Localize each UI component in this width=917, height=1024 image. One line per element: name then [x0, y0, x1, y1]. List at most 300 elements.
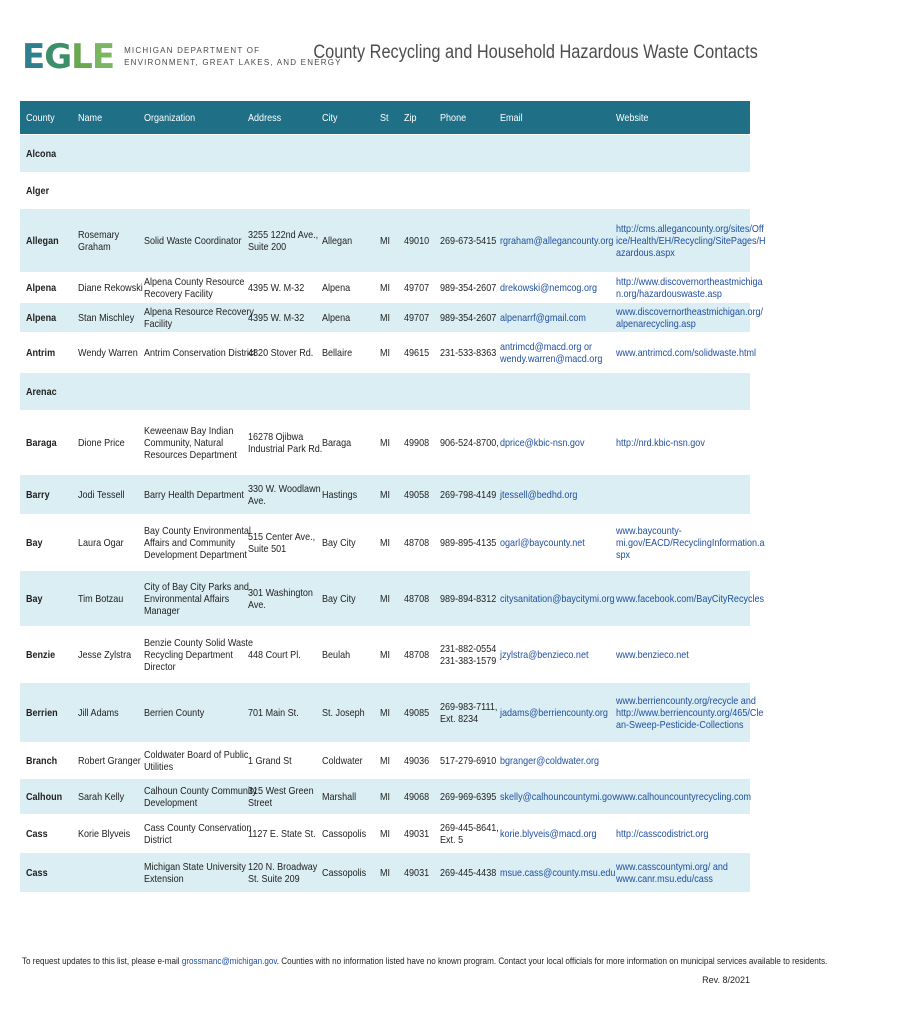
- cell-state: [380, 173, 398, 208]
- cell-zip: [404, 209, 438, 272]
- organization-text: Facility: [144, 317, 173, 330]
- cell-state: [380, 209, 398, 272]
- cell-website: [616, 571, 765, 626]
- address-text: 3255 122nd Ave.,: [248, 228, 319, 241]
- cell-phone: [440, 273, 500, 302]
- cell-phone: [440, 853, 500, 892]
- cell-county: [26, 303, 80, 332]
- cell-email: [500, 333, 618, 372]
- cell-county: [26, 743, 80, 778]
- website-text[interactable]: n.org/hazardouswaste.asp: [616, 287, 722, 300]
- website-text[interactable]: http://cms.allegancounty.org/sites/Off: [616, 222, 764, 235]
- cell-state: [380, 373, 398, 410]
- address-text: St. Suite 209: [248, 872, 300, 885]
- city-text: Beulah: [322, 648, 351, 661]
- state-text: MI: [380, 866, 391, 879]
- city-text: Marshall: [322, 790, 357, 803]
- name-text: Jesse Zylstra: [78, 648, 132, 661]
- cell-zip: [404, 303, 438, 332]
- cell-city: [322, 515, 380, 570]
- organization-text: Development: [144, 796, 198, 809]
- organization-text: Resources Department: [144, 448, 237, 461]
- zip-text: 49615: [404, 346, 430, 359]
- cell-city: [322, 815, 380, 852]
- website-text[interactable]: an-Sweep-Pesticide-Collections: [616, 718, 744, 731]
- footer-note-prefix: To request updates to this list, please e-mail: [22, 956, 182, 966]
- cell-city: [322, 853, 380, 892]
- footer-email-link[interactable]: grossmanc@michigan.gov: [181, 956, 277, 966]
- zip-text: 49058: [404, 488, 430, 501]
- email-text[interactable]: wendy.warren@macd.org: [500, 352, 603, 365]
- cell-zip: [404, 683, 438, 742]
- cell-website: [616, 209, 766, 272]
- cell-organization: [144, 627, 254, 682]
- address-text: 120 N. Broadway: [248, 860, 318, 873]
- cell-state: [380, 273, 398, 302]
- cell-zip: [404, 173, 438, 208]
- cell-phone: [440, 627, 500, 682]
- cell-zip: [404, 571, 438, 626]
- cell-phone: [440, 135, 500, 172]
- zip-text: 49036: [404, 754, 430, 767]
- cell-website: [616, 303, 764, 332]
- cell-address: [248, 411, 323, 474]
- website-text[interactable]: ice/Health/EH/Recycling/SitePages/H: [616, 234, 766, 247]
- state-text: MI: [380, 754, 391, 767]
- city-text: Cassopolis: [322, 866, 367, 879]
- name-text: Jodi Tessell: [78, 488, 125, 501]
- address-text: Industrial Park Rd.: [248, 442, 323, 455]
- cell-website: [616, 333, 757, 372]
- table-row: [20, 475, 750, 515]
- cell-phone: [440, 303, 500, 332]
- cell-phone: [440, 373, 500, 410]
- city-text: St. Joseph: [322, 706, 365, 719]
- cell-zip: [404, 475, 438, 514]
- cell-county: [26, 571, 80, 626]
- cell-county: [26, 273, 80, 302]
- email-text[interactable]: jadams@berriencounty.org: [500, 706, 608, 719]
- organization-text: Alpena County Resource: [144, 275, 245, 288]
- name-text: Stan Mischley: [78, 311, 135, 324]
- county-text: Cass: [26, 827, 48, 840]
- cell-phone: [440, 815, 500, 852]
- address-text: 315 West Green: [248, 784, 314, 797]
- cell-zip: [404, 373, 438, 410]
- cell-city: [322, 411, 380, 474]
- cell-state: [380, 853, 398, 892]
- cell-organization: [144, 135, 250, 172]
- table-row: [20, 303, 764, 333]
- city-text: Baraga: [322, 436, 352, 449]
- state-text: MI: [380, 281, 391, 294]
- cell-county: [26, 373, 80, 410]
- cell-county: [26, 815, 80, 852]
- cell-email: [500, 273, 618, 302]
- cell-email: [500, 515, 618, 570]
- phone-text: 989-894-8312: [440, 592, 497, 605]
- department-line-1: MICHIGAN DEPARTMENT OF: [124, 46, 261, 55]
- address-text: 4395 W. M-32: [248, 281, 305, 294]
- city-text: Allegan: [322, 234, 353, 247]
- phone-text: 989-354-2607: [440, 311, 497, 324]
- table-row: [20, 273, 763, 303]
- county-text: Allegan: [26, 234, 59, 247]
- phone-text: 989-354-2607: [440, 281, 497, 294]
- email-text[interactable]: jzylstra@benzieco.net: [500, 648, 589, 661]
- cell-state: [380, 515, 398, 570]
- table-row: [20, 135, 750, 173]
- cell-address: [248, 373, 320, 410]
- cell-email: [500, 373, 618, 410]
- cell-name: [78, 683, 144, 742]
- cell-address: [248, 515, 320, 570]
- cell-zip: [404, 815, 438, 852]
- cell-state: [380, 475, 398, 514]
- cell-organization: [144, 515, 250, 570]
- city-text: Hastings: [322, 488, 358, 501]
- state-text: MI: [380, 436, 391, 449]
- organization-text: Antrim Conservation District: [144, 346, 256, 359]
- address-text: 701 Main St.: [248, 706, 299, 719]
- table-row: [20, 627, 750, 683]
- email-text[interactable]: korie.blyveis@macd.org: [500, 827, 597, 840]
- table-row: [20, 853, 750, 893]
- city-text: Bay City: [322, 536, 356, 549]
- cell-address: [248, 627, 320, 682]
- organization-text: Community, Natural: [144, 436, 224, 449]
- cell-zip: [404, 853, 438, 892]
- cell-website: [616, 815, 750, 852]
- state-text: MI: [380, 790, 391, 803]
- address-text: 4395 W. M-32: [248, 311, 305, 324]
- organization-text: Affairs and Community: [144, 536, 236, 549]
- state-text: MI: [380, 488, 391, 501]
- cell-state: [380, 135, 398, 172]
- website-text[interactable]: http://www.discovernortheastmichiga: [616, 275, 763, 288]
- organization-text: Solid Waste Coordinator: [144, 234, 242, 247]
- email-text[interactable]: msue.cass@county.msu.edu: [500, 866, 616, 879]
- address-text: 301 Washington: [248, 586, 313, 599]
- table-row: [20, 411, 750, 475]
- zip-text: 49010: [404, 234, 430, 247]
- cell-address: [248, 273, 320, 302]
- cell-county: [26, 683, 80, 742]
- organization-text: Environmental Affairs: [144, 592, 230, 605]
- footer-note: [22, 956, 828, 966]
- cell-organization: [144, 273, 250, 302]
- name-text: Robert Granger: [78, 754, 141, 767]
- cell-organization: [144, 815, 250, 852]
- cell-city: [322, 571, 380, 626]
- cell-organization: [144, 173, 250, 208]
- organization-text: Extension: [144, 872, 184, 885]
- email-text[interactable]: skelly@calhouncountymi.gov: [500, 790, 617, 803]
- cell-zip: [404, 627, 438, 682]
- county-text: Alcona: [26, 147, 57, 160]
- cell-name: [78, 515, 144, 570]
- state-text: MI: [380, 536, 391, 549]
- cell-name: [78, 815, 144, 852]
- cell-organization: [144, 209, 250, 272]
- address-text: Street: [248, 796, 273, 809]
- city-text: Alpena: [322, 281, 351, 294]
- zip-text: 49031: [404, 827, 430, 840]
- cell-name: [78, 743, 144, 778]
- cell-website: [616, 515, 765, 570]
- cell-phone: [440, 411, 500, 474]
- cell-website: [616, 135, 750, 172]
- cell-state: [380, 815, 398, 852]
- name-text: Diane Rekowski: [78, 281, 143, 294]
- organization-text: Calhoun County Community: [144, 784, 257, 797]
- state-text: MI: [380, 346, 391, 359]
- cell-county: [26, 853, 80, 892]
- cell-city: [322, 173, 380, 208]
- organization-text: Berrien County: [144, 706, 205, 719]
- organization-text: Keweenaw Bay Indian: [144, 424, 234, 437]
- cell-website: [616, 683, 764, 742]
- phone-text: Ext. 5: [440, 833, 464, 846]
- website-text[interactable]: www.canr.msu.edu/cass: [616, 872, 713, 885]
- cell-email: [500, 411, 618, 474]
- cell-address: [248, 571, 320, 626]
- table-header-row: [20, 101, 750, 135]
- cell-organization: [144, 779, 257, 814]
- table-body: [20, 135, 766, 893]
- website-text[interactable]: http://casscodistrict.org: [616, 827, 709, 840]
- cell-email: [500, 853, 618, 892]
- cell-address: [248, 815, 320, 852]
- cell-zip: [404, 779, 438, 814]
- phone-text: 231-533-8363: [440, 346, 497, 359]
- website-text[interactable]: http://www.berriencounty.org/465/Cle: [616, 706, 764, 719]
- cell-city: [322, 333, 380, 372]
- cell-name: [78, 373, 144, 410]
- name-text: Rosemary: [78, 228, 120, 241]
- county-text: Branch: [26, 754, 58, 767]
- website-text[interactable]: www.discovernortheastmichigan.org/: [616, 305, 764, 318]
- cell-city: [322, 683, 380, 742]
- table-row: [20, 815, 750, 853]
- cell-organization: [144, 333, 256, 372]
- county-text: Bay: [26, 536, 43, 549]
- cell-organization: [144, 411, 250, 474]
- cell-name: [78, 853, 144, 892]
- cell-zip: [404, 743, 438, 778]
- cell-phone: [440, 779, 500, 814]
- email-text[interactable]: ogarl@baycounty.net: [500, 536, 585, 549]
- organization-text: District: [144, 833, 172, 846]
- cell-city: [322, 303, 380, 332]
- cell-organization: [144, 743, 250, 778]
- email-text[interactable]: drekowski@nemcog.org: [500, 281, 598, 294]
- state-text: MI: [380, 592, 391, 605]
- cell-county: [26, 475, 80, 514]
- email-text[interactable]: bgranger@coldwater.org: [500, 754, 600, 767]
- table-row: [20, 173, 750, 209]
- website-text[interactable]: www.casscountymi.org/ and: [616, 860, 728, 873]
- address-text: 1 Grand St: [248, 754, 292, 767]
- cell-city: [322, 627, 380, 682]
- cell-city: [322, 273, 380, 302]
- organization-text: Bay County Environmental: [144, 524, 251, 537]
- county-text: Baraga: [26, 436, 57, 449]
- organization-text: Alpena Resource Recovery: [144, 305, 254, 318]
- cell-phone: [440, 515, 500, 570]
- organization-text: Director: [144, 660, 176, 673]
- email-text[interactable]: citysanitation@baycitymi.org: [500, 592, 615, 605]
- organization-text: Recycling Department: [144, 648, 233, 661]
- cell-county: [26, 333, 80, 372]
- website-text[interactable]: www.benzieco.net: [616, 648, 689, 661]
- organization-text: City of Bay City Parks and: [144, 580, 249, 593]
- zip-text: 49908: [404, 436, 430, 449]
- column-header-city: City: [322, 111, 338, 124]
- phone-text: 269-445-4438: [440, 866, 497, 879]
- website-text[interactable]: mi.gov/EACD/RecyclingInformation.a: [616, 536, 765, 549]
- organization-text: Utilities: [144, 760, 174, 773]
- website-text[interactable]: http://nrd.kbic-nsn.gov: [616, 436, 705, 449]
- cell-address: [248, 853, 320, 892]
- cell-zip: [404, 515, 438, 570]
- state-text: MI: [380, 234, 391, 247]
- column-header-zip: Zip: [404, 111, 417, 124]
- name-text: Korie Blyveis: [78, 827, 131, 840]
- website-text[interactable]: spx: [616, 548, 631, 561]
- column-header-email: Email: [500, 111, 523, 124]
- cell-email: [500, 683, 618, 742]
- name-text: Graham: [78, 240, 111, 253]
- organization-text: Cass County Conservation: [144, 821, 252, 834]
- website-text[interactable]: www.berriencounty.org/recycle and: [616, 694, 756, 707]
- table-row: [20, 209, 766, 273]
- department-name: [124, 45, 342, 69]
- cell-address: [248, 209, 320, 272]
- city-text: Bay City: [322, 592, 356, 605]
- cell-email: [500, 627, 618, 682]
- cell-state: [380, 571, 398, 626]
- cell-website: [616, 373, 750, 410]
- cell-phone: [440, 743, 500, 778]
- column-header-website: Website: [616, 111, 649, 124]
- state-text: MI: [380, 827, 391, 840]
- cell-city: [322, 475, 380, 514]
- cell-website: [616, 627, 750, 682]
- website-text[interactable]: www.antrimcd.com/solidwaste.html: [616, 346, 757, 359]
- cell-address: [248, 173, 320, 208]
- cell-county: [26, 779, 80, 814]
- egle-logo-mark: E G L E: [22, 37, 115, 77]
- county-text: Alpena: [26, 281, 57, 294]
- column-header-county: County: [26, 111, 55, 124]
- county-text: Benzie: [26, 648, 56, 661]
- column-header-phone: Phone: [440, 111, 467, 124]
- cell-organization: [144, 571, 250, 626]
- website-text[interactable]: alpenarecycling.asp: [616, 317, 696, 330]
- cell-organization: [144, 475, 250, 514]
- cell-zip: [404, 411, 438, 474]
- phone-text: 231-383-1579: [440, 654, 497, 667]
- cell-email: [500, 571, 618, 626]
- cell-county: [26, 515, 80, 570]
- cell-name: [78, 209, 144, 272]
- cell-phone: [440, 173, 500, 208]
- county-text: Arenac: [26, 385, 57, 398]
- contacts-table: [20, 101, 766, 893]
- cell-address: [248, 333, 320, 372]
- table-row: [20, 515, 765, 571]
- zip-text: 48708: [404, 536, 430, 549]
- cell-city: [322, 373, 380, 410]
- email-text[interactable]: dprice@kbic-nsn.gov: [500, 436, 585, 449]
- organization-text: Benzie County Solid Waste: [144, 636, 254, 649]
- cell-address: [248, 303, 320, 332]
- email-text[interactable]: antrimcd@macd.org or: [500, 340, 592, 353]
- column-header-state: St: [380, 111, 389, 124]
- website-text[interactable]: www.baycounty-: [616, 524, 682, 537]
- cell-state: [380, 333, 398, 372]
- cell-county: [26, 135, 80, 172]
- cell-website: [616, 853, 750, 892]
- cell-name: [78, 627, 144, 682]
- table-row: [20, 571, 765, 627]
- cell-zip: [404, 333, 438, 372]
- website-text[interactable]: azardous.aspx: [616, 246, 675, 259]
- cell-name: [78, 779, 144, 814]
- email-text[interactable]: rgraham@allegancounty.org: [500, 234, 614, 247]
- cell-email: [500, 815, 618, 852]
- cell-website: [616, 173, 750, 208]
- cell-city: [322, 135, 380, 172]
- email-text[interactable]: jtessell@bedhd.org: [500, 488, 578, 501]
- website-text[interactable]: www.facebook.com/BayCityRecycles: [616, 592, 765, 605]
- county-text: Calhoun: [26, 790, 63, 803]
- email-text[interactable]: alpenarrf@gmail.com: [500, 311, 586, 324]
- table-row: [20, 743, 750, 779]
- zip-text: 49707: [404, 281, 430, 294]
- name-text: Sarah Kelly: [78, 790, 125, 803]
- cell-website: [616, 475, 750, 514]
- cell-zip: [404, 273, 438, 302]
- phone-text: 269-673-5415: [440, 234, 497, 247]
- cell-address: [248, 683, 320, 742]
- website-text[interactable]: www.calhouncountyrecycling.com: [616, 790, 752, 803]
- cell-email: [500, 475, 618, 514]
- county-text: Bay: [26, 592, 43, 605]
- city-text: Alpena: [322, 311, 351, 324]
- cell-name: [78, 475, 144, 514]
- cell-email: [500, 209, 618, 272]
- zip-text: 49085: [404, 706, 430, 719]
- phone-text: 517-279-6910: [440, 754, 497, 767]
- table-row: [20, 373, 750, 411]
- name-text: Dione Price: [78, 436, 125, 449]
- state-text: MI: [380, 706, 391, 719]
- cell-website: [616, 411, 750, 474]
- county-text: Barry: [26, 488, 50, 501]
- column-header-address: Address: [248, 111, 282, 124]
- cell-address: [248, 779, 320, 814]
- address-text: 448 Court Pl.: [248, 648, 301, 661]
- city-text: Coldwater: [322, 754, 363, 767]
- county-text: Antrim: [26, 346, 56, 359]
- organization-text: Michigan State University: [144, 860, 246, 873]
- cell-city: [322, 779, 380, 814]
- department-line-2: ENVIRONMENT, GREAT LAKES, AND ENERGY: [124, 58, 342, 67]
- phone-text: 269-983-7111,: [440, 700, 498, 713]
- cell-state: [380, 779, 398, 814]
